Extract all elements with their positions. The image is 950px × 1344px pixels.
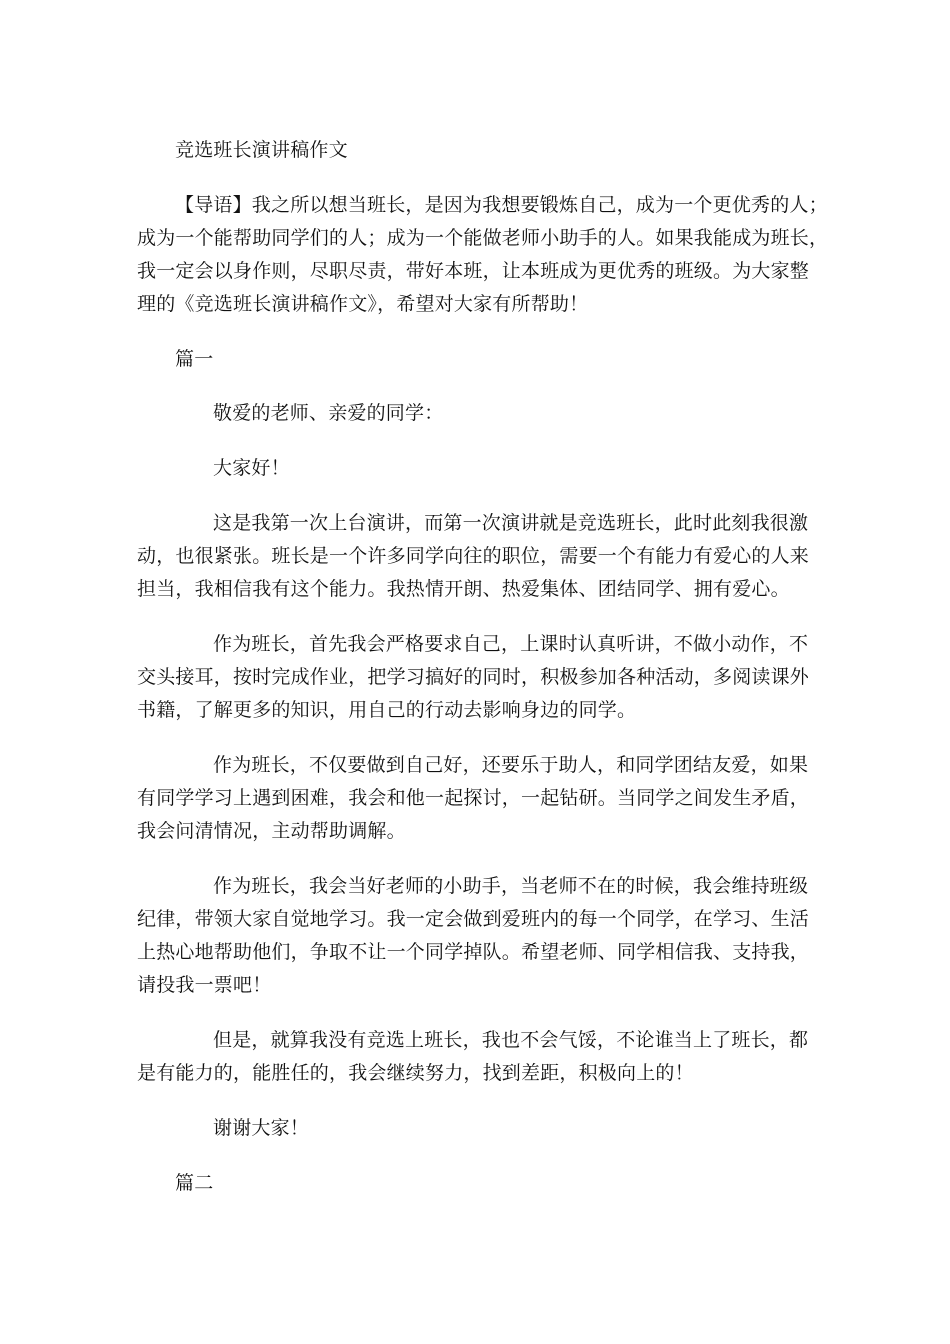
intro-line: 成为一个能帮助同学们的人；成为一个能做老师小助手的人。如果我能成为班长，: [137, 227, 829, 249]
greeting: 大家好！: [213, 457, 290, 479]
paragraph-line: 担当，我相信我有这个能力。我热情开朗、热爱集体、团结同学、拥有爱心。: [137, 578, 790, 600]
section-heading: 篇一: [175, 348, 214, 370]
paragraph-line: 作为班长，我会当好老师的小助手，当老师不在的时候，我会维持班级: [213, 875, 809, 897]
paragraph-line: 有同学学习上遇到困难，我会和他一起探讨，一起钻研。当同学之间发生矛盾，: [137, 787, 810, 809]
document-title: 竞选班长演讲稿作文: [175, 139, 348, 161]
paragraph-line: 请投我一票吧！: [137, 974, 272, 996]
paragraph-line: 这是我第一次上台演讲，而第一次演讲就是竞选班长，此时此刻我很激: [213, 512, 809, 534]
paragraph-line: 书籍，了解更多的知识，用自己的行动去影响身边的同学。: [137, 699, 637, 721]
intro-line: 【导语】我之所以想当班长，是因为我想要锻炼自己，成为一个更优秀的人；: [175, 194, 828, 216]
paragraph-line: 动，也很紧张。班长是一个许多同学向往的职位，需要一个有能力有爱心的人来: [137, 545, 810, 567]
paragraph-line: 我会问清情况，主动帮助调解。: [137, 820, 406, 842]
paragraph-line: 上热心地帮助他们，争取不让一个同学掉队。希望老师、同学相信我、支持我，: [137, 941, 810, 963]
intro-line: 理的《竞选班长演讲稿作文》，希望对大家有所帮助！: [137, 293, 589, 315]
section-heading: 篇二: [175, 1172, 214, 1194]
paragraph-line: 作为班长，不仅要做到自己好，还要乐于助人，和同学团结友爱，如果: [213, 754, 809, 776]
intro-line: 我一定会以身作则，尽职尽责，带好本班，让本班成为更优秀的班级。为大家整: [137, 260, 810, 282]
paragraph-line: 是有能力的，能胜任的，我会继续努力，找到差距，积极向上的！: [137, 1062, 694, 1084]
paragraph-line: 交头接耳，按时完成作业，把学习搞好的同时，积极参加各种活动，多阅读课外: [137, 666, 810, 688]
closing: 谢谢大家！: [213, 1117, 310, 1139]
paragraph-line: 作为班长，首先我会严格要求自己，上课时认真听讲，不做小动作，不: [213, 633, 809, 655]
salutation: 敬爱的老师、亲爱的同学：: [213, 402, 444, 424]
paragraph-line: 纪律，带领大家自觉地学习。我一定会做到爱班内的每一个同学，在学习、生活: [137, 908, 810, 930]
paragraph-line: 但是，就算我没有竞选上班长，我也不会气馁，不论谁当上了班长，都: [213, 1029, 809, 1051]
